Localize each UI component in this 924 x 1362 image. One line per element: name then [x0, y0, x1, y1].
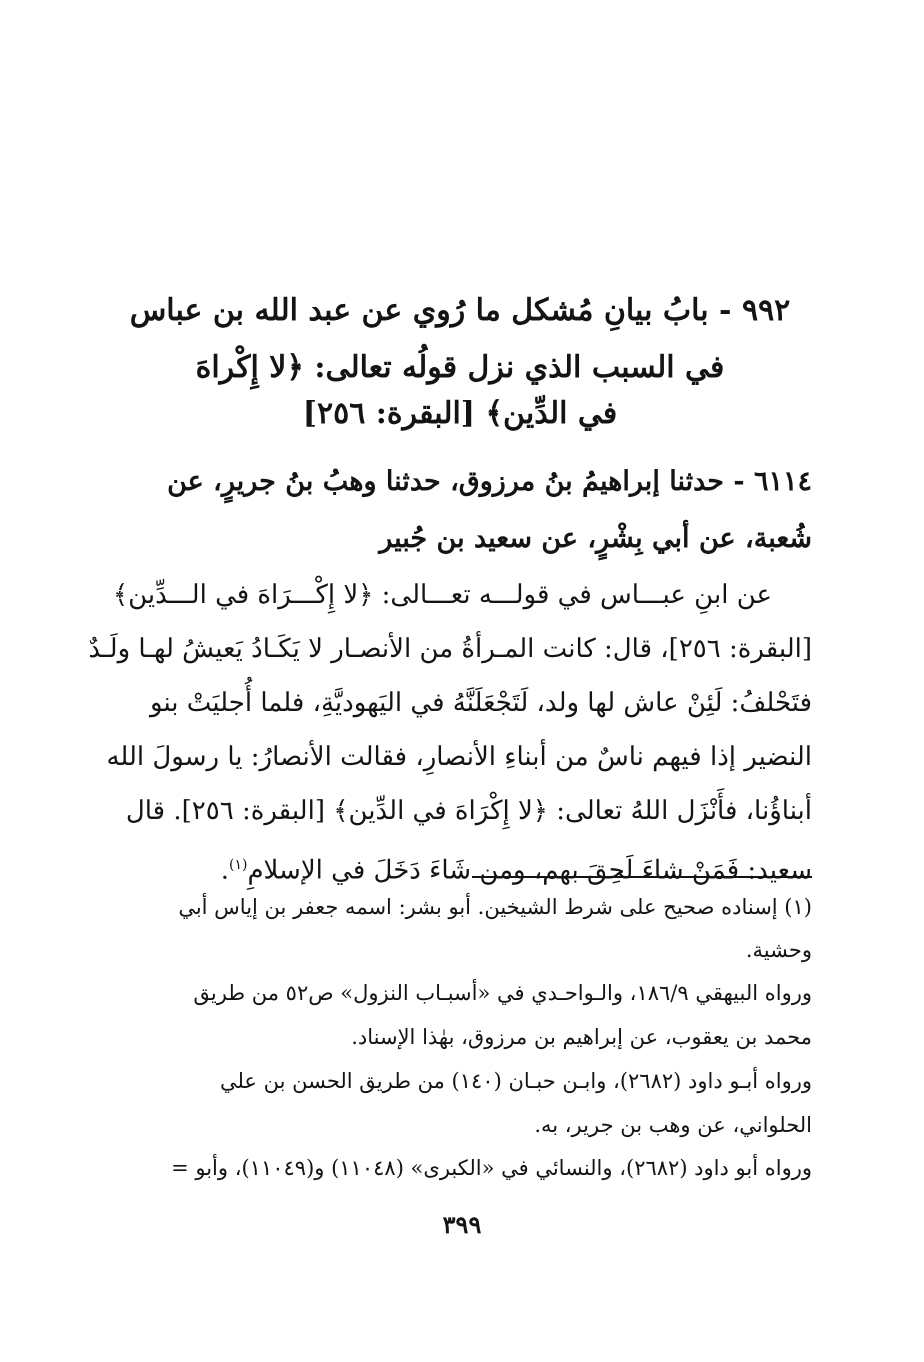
hadith-isnad-line-2: شُعبة، عن أبي بِشْرٍ، عن سعيد بن جُبير: [379, 523, 812, 554]
footnote-line-7: ورواه أبو داود (٢٦٨٢)، والنسائي في «الكبرى» (١١٠٤٨) و(١١٠٤٩)، وأبو =: [171, 1156, 812, 1180]
footnote-line-4: محمد بن يعقوب، عن إبراهيم بن مرزوق، بهٰذا الإسناد.: [351, 1025, 812, 1049]
chapter-title-line-3: في الدِّين﴾ [البقرة: ٢٥٦]: [302, 396, 618, 431]
hadith-text-line-2: [البقرة: ٢٥٦]، قال: كانت المـرأةُ من الأنصـار لا يَكَـادُ يَعيشُ لهـا ولَـدٌ: [88, 634, 812, 664]
footnote-reference[interactable]: (١): [228, 857, 248, 873]
footnote-line-5: ورواه أبـو داود (٢٦٨٢)، وابـن حبـان (١٤٠) من طريق الحسن بن علي: [219, 1069, 812, 1093]
hadith-text-line-3: فتَحْلفُ: لَئِنْ عاش لها ولد، لَتَجْعَلَنَّهُ في اليَهوديَّةِ، فلما أُجليَتْ بنو: [150, 688, 812, 718]
hadith-isnad-line-1: ٦١١٤ - حدثنا إبراهيمُ بنُ مرزوق، حدثنا وهبُ بنُ جريرٍ، عن: [167, 466, 812, 497]
footnote-separator: [472, 876, 812, 878]
chapter-title-line-1: ٩٩٢ - بابُ بيانِ مُشكل ما رُوي عن عبد الله بن عباس: [129, 293, 791, 328]
footnote-line-2: وحشية.: [745, 938, 812, 962]
footnote-line-1: (١) إسناده صحيح على شرط الشيخين. أبو بشر: اسمه جعفر بن إياس أبي: [178, 895, 812, 919]
hadith-text-line-5: أبناؤُنا، فأَنْزَل اللهُ تعالى: ﴿لا إِكْرَاهَ في الدِّين﴾ [البقرة: ٢٥٦]. قال: [125, 796, 812, 826]
hadith-text-line-1: عن ابنِ عبـــاس في قولـــه تعـــالى: ﴿لا إِكْـــرَاهَ في الـــدِّين﴾: [112, 580, 772, 610]
chapter-title-line-2: في السبب الذي نزل قولُه تعالى: ﴿لا إِكْراهَ: [195, 350, 725, 385]
footnote-line-6: الحلواني، عن وهب بن جرير، به.: [534, 1113, 812, 1137]
sentence-end-mark: .: [220, 855, 229, 886]
page-number: ٣٩٩: [442, 1210, 482, 1239]
hadith-text-line-6-text: سعيد: فَمَنْ شاءَ لَحِقَ بهم، ومن شَاءَ دَخَلَ في الإسلامِ: [247, 855, 812, 886]
footnote-line-3: ورواه البيهقي ١٨٦/٩، والـواحـدي في «أسبـاب النزول» ص٥٢ من طريق: [193, 981, 812, 1005]
hadith-text-line-4: النضير إذا فيهم ناسٌ من أبناءِ الأنصارِ، فقالت الأنصارُ: يا رسولَ الله: [106, 742, 812, 772]
